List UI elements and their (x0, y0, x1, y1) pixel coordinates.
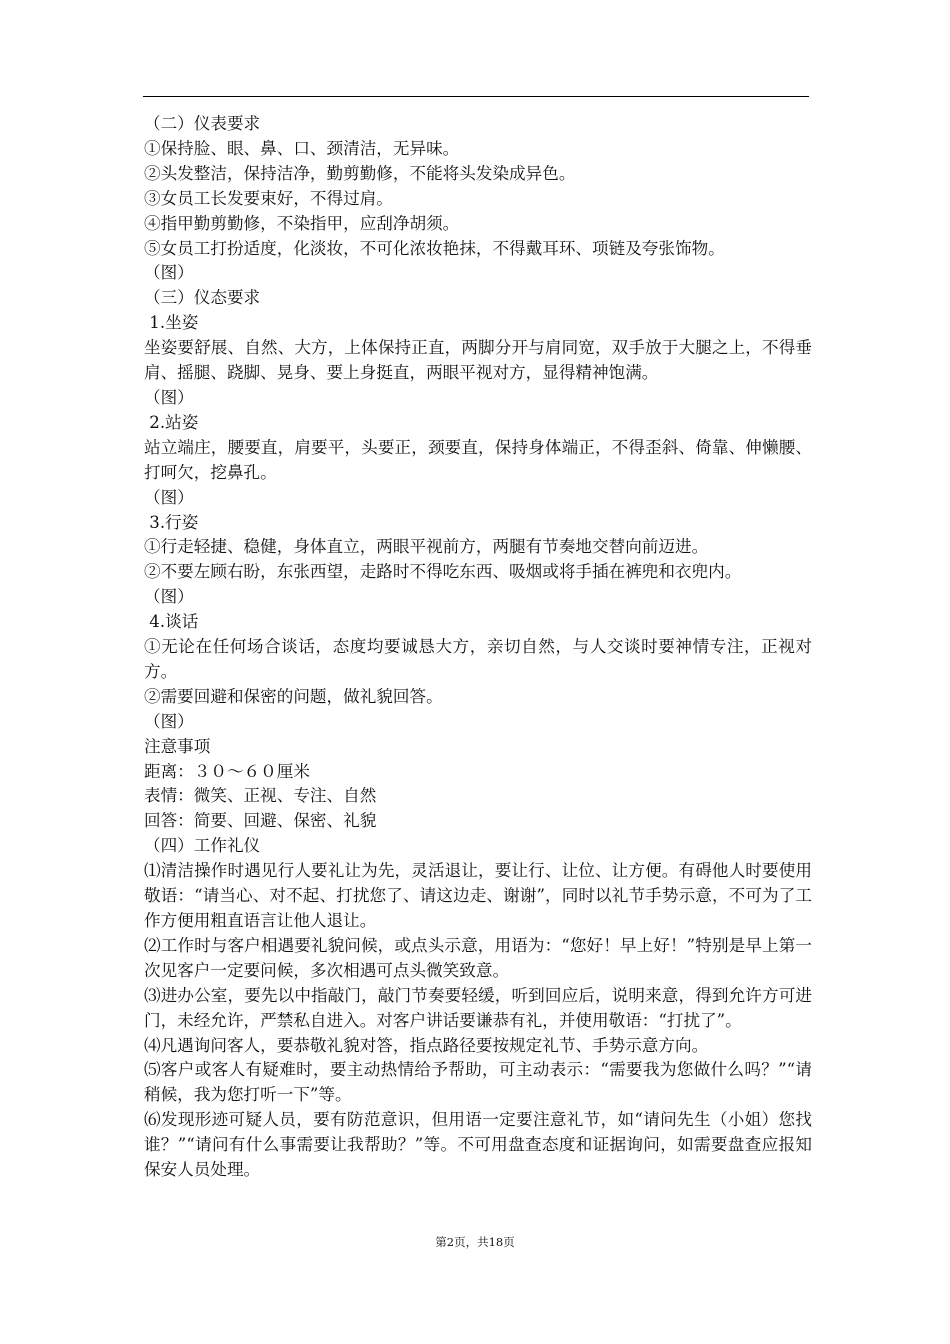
paragraph: ①行走轻捷、稳健，身体直立，两眼平视前方，两腿有节奏地交替向前迈进。 (144, 537, 709, 557)
paragraph: ③女员工长发要束好，不得过肩。 (144, 188, 393, 208)
paragraph: ⑤女员工打扮适度，化淡妆，不可化浓妆艳抹，不得戴耳环、项链及夸张饰物。 (144, 238, 725, 258)
subsection-heading: 1.坐姿 (144, 313, 199, 333)
page-number: 第2页，共18页 (435, 1235, 515, 1249)
figure-placeholder: （图） (144, 263, 194, 283)
paragraph: ①保持脸、眼、鼻、口、颈清洁，无异味。 (144, 138, 460, 158)
paragraph: ⑷凡遇询问客人，要恭敬礼貌对答，指点路径要按规定礼节、手势示意方向。 (144, 1035, 709, 1055)
section-heading: （二）仪表要求 (144, 114, 261, 133)
paragraph: ⑹发现形迹可疑人员，要有防范意识，但用语一定要注意礼节，如“请问先生（小姐）您找谁？”“请问有什么事需要让我帮助？”等。不可用盘查态度和证据询问，如需要盘查应报知保安人员处理。 (144, 1110, 812, 1180)
paragraph: ⑸客户或客人有疑难时，要主动热情给予帮助，可主动表示：“需要我为您做什么吗？”“请稍候，我为您打听一下”等。 (144, 1060, 812, 1105)
figure-placeholder: （图） (144, 711, 194, 731)
body-text (144, 112, 812, 1183)
paragraph: ⑶进办公室，要先以中指敲门，敲门节奏要轻缓，听到回应后，说明来意，得到允许方可进门，未经允许，严禁私自进入。对客户讲话要谦恭有礼，并使用敬语：“打扰了”。 (144, 985, 812, 1030)
subsection-heading: 2.站姿 (144, 412, 199, 432)
figure-placeholder: （图） (144, 387, 194, 407)
paragraph: ⑴清洁操作时遇见行人要礼让为先，灵活退让，要让行、让位、让方便。有碍他人时要使用敬语：“请当心、对不起、打扰您了、请这边走、谢谢”，同时以礼节手势示意，不可为了工作方便用粗直语言让他人退让。 (144, 861, 812, 930)
paragraph: ⑵工作时与客户相遇要礼貌问候，或点头示意，用语为：“您好！早上好！”特别是早上第一次见客户一定要问候，多次相遇可点头微笑致意。 (144, 935, 812, 980)
figure-placeholder: （图） (144, 487, 194, 507)
paragraph: 站立端庄，腰要直，肩要平，头要正，颈要直，保持身体端正，不得歪斜、倚靠、伸懒腰、打呵欠，挖鼻孔。 (144, 437, 812, 482)
subsection-heading: 3.行姿 (144, 512, 199, 532)
notes-heading: 注意事项 (144, 736, 211, 756)
section-heading: （三）仪态要求 (144, 288, 261, 308)
note-answer: 回答：简要、回避、保密、礼貌 (144, 811, 377, 831)
section-heading: （四）工作礼仪 (144, 836, 261, 856)
subsection-heading: 4.谈话 (144, 612, 199, 632)
header-rule (143, 96, 809, 97)
note-distance: 距离：３０～６０厘米 (144, 761, 310, 781)
paragraph: ②头发整洁，保持洁净，勤剪勤修，不能将头发染成异色。 (144, 163, 576, 183)
figure-placeholder: （图） (144, 587, 194, 607)
paragraph: ②需要回避和保密的问题，做礼貌回答。 (144, 686, 443, 706)
paragraph: ④指甲勤剪勤修，不染指甲，应刮净胡须。 (144, 213, 460, 233)
note-expression: 表情：微笑、正视、专注、自然 (144, 786, 377, 806)
paragraph: ②不要左顾右盼，东张西望，走路时不得吃东西、吸烟或将手插在裤兜和衣兜内。 (144, 562, 742, 582)
paragraph: ①无论在任何场合谈话，态度均要诚恳大方，亲切自然，与人交谈时要神情专注，正视对方。 (144, 637, 812, 681)
paragraph: 坐姿要舒展、自然、大方，上体保持正直，两脚分开与肩同宽，双手放于大腿之上，不得垂肩、摇腿、跷脚、晃身、要上身挺直，两眼平视对方，显得精神饱满。 (144, 338, 812, 383)
